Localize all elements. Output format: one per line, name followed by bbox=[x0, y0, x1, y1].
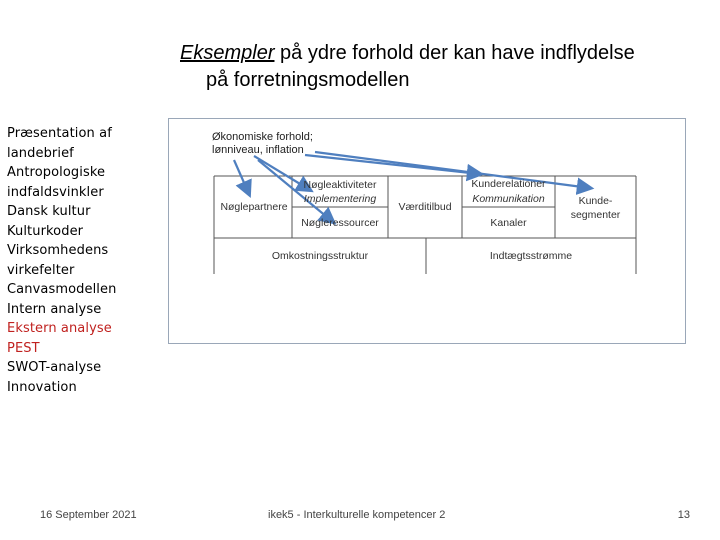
cell-key-activities: Nøgleaktiviteter bbox=[303, 179, 377, 191]
note-line2: lønniveau, inflation bbox=[212, 144, 304, 156]
cell-key-partners: Nøglepartnere bbox=[220, 201, 288, 213]
title-emphasis: Eksempler bbox=[180, 42, 275, 64]
agenda-item: indfaldsvinkler bbox=[7, 184, 104, 200]
title-line2: på forretningsmodellen bbox=[206, 69, 410, 91]
agenda-item: Præsentation af bbox=[7, 126, 112, 141]
agenda-item: Virksomhedens bbox=[7, 243, 109, 258]
agenda-item: Innovation bbox=[7, 379, 77, 395]
cell-communication: Kommunikation bbox=[472, 193, 545, 205]
arrow bbox=[234, 160, 249, 194]
footer-course: ikek5 - Interkulturelle kompetencer 2 bbox=[268, 509, 446, 521]
footer-page-number: 13 bbox=[677, 509, 690, 521]
agenda-item-active: Ekstern analyse bbox=[7, 321, 112, 336]
agenda-item: SWOT-analyse bbox=[7, 360, 102, 375]
agenda-item: Kulturkoder bbox=[7, 223, 84, 239]
footer-date: 16 September 2021 bbox=[40, 509, 137, 521]
agenda-item: Antropologiske bbox=[7, 165, 106, 180]
cell-cost-structure: Omkostningsstruktur bbox=[271, 250, 369, 262]
agenda-item: Canvasmodellen bbox=[7, 282, 117, 297]
cell-channels: Kanaler bbox=[490, 217, 527, 229]
agenda-item: Intern analyse bbox=[7, 301, 102, 317]
agenda-item: virkefelter bbox=[7, 262, 75, 278]
cell-segments-line1: Kunde- bbox=[578, 195, 613, 207]
cell-revenue-streams: Indtægtsstrømme bbox=[489, 250, 573, 262]
agenda-item: landebrief bbox=[7, 145, 74, 161]
cell-implementation: Implementering bbox=[303, 193, 377, 205]
cell-segments-line2: segmenter bbox=[570, 209, 621, 221]
note-line1: Økonomiske forhold; bbox=[212, 131, 313, 143]
cell-value-proposition: Værditilbud bbox=[398, 201, 452, 213]
agenda-item: Dansk kultur bbox=[7, 204, 91, 219]
cell-key-resources: Nøgleressourcer bbox=[301, 217, 379, 229]
cell-customer-relations: Kunderelationer bbox=[471, 178, 546, 190]
title-line1: på ydre forhold der kan have indflydelse bbox=[274, 42, 635, 64]
agenda-item-active: PEST bbox=[7, 340, 40, 356]
